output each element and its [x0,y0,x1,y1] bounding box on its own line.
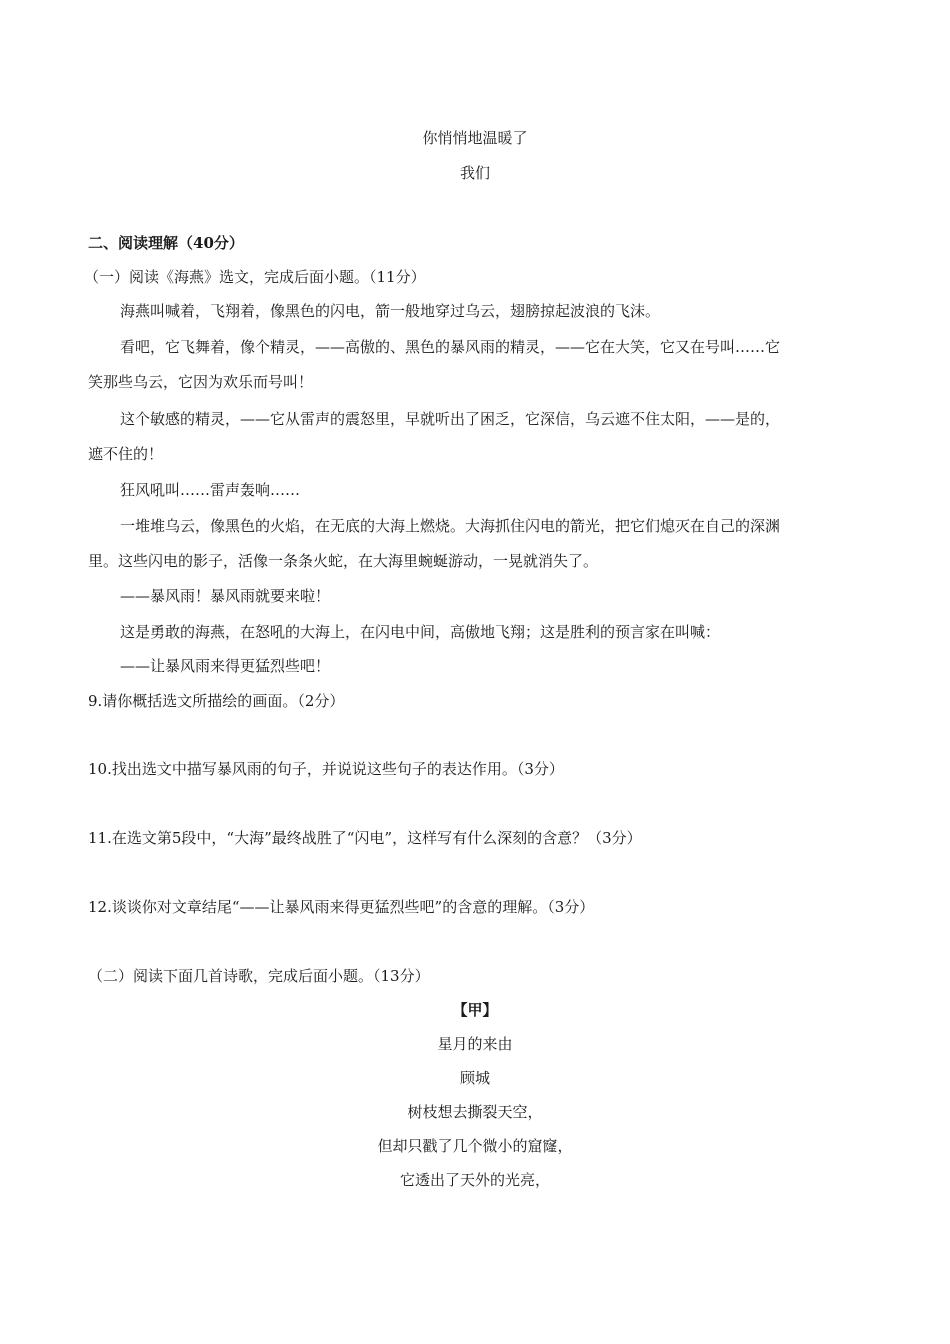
paragraph-6: ——暴风雨！暴风雨就要来啦！ [120,587,331,605]
poem-tail-line-2: 我们 [459,164,490,182]
question-9: 9.请你概括选文所描绘的画面。（2分） [88,692,345,710]
question-10: 10.找出选文中描写暴风雨的句子，并说说这些句子的表达作用。（3分） [88,760,564,778]
paragraph-5-line-2: 里。这些闪电的影子，活像一条条火蛇，在大海里蜿蜒游动，一晃就消失了。 [88,552,599,570]
poem-label: 【甲】 [452,1001,498,1019]
question-12: 12.谈谈你对文章结尾“——让暴风雨来得更猛烈些吧”的含意的理解。（3分） [88,898,595,916]
poem-title: 星月的来由 [437,1035,513,1053]
paragraph-5-line-1: 一堆堆乌云，像黑色的火焰，在无底的大海上燃烧。大海抓住闪电的箭光，把它们熄灭在自己的深渊 [120,517,781,535]
section-heading: 二、阅读理解（40分） [88,234,244,252]
paragraph-3-line-1: 这个敏感的精灵，——它从雷声的震怒里，早就听出了困乏，它深信，乌云遮不住太阳，——是的， [120,410,781,428]
paragraph-8: ——让暴风雨来得更猛烈些吧！ [120,657,331,675]
poem-tail-line-1: 你悄悄地温暖了 [422,129,528,147]
paragraph-4: 狂风吼叫……雷声轰响…… [120,481,301,499]
paragraph-2-line-2: 笑那些乌云，它因为欢乐而号叫！ [88,373,314,391]
poem-line-3: 它透出了天外的光亮， [399,1171,550,1189]
paragraph-3-line-2: 遮不住的！ [88,445,164,463]
question-11: 11.在选文第5段中，“大海”最终战胜了“闪电”，这样写有什么深刻的含意？（3分） [88,829,642,847]
poem-line-2: 但却只戳了几个微小的窟窿， [377,1137,573,1155]
paragraph-1: 海燕叫喊着，飞翔着，像黑色的闪电，箭一般地穿过乌云，翅膀掠起波浪的飞沫。 [120,302,661,320]
paragraph-2-line-1: 看吧，它飞舞着，像个精灵，——高傲的、黑色的暴风雨的精灵，——它在大笑，它又在号叫……它 [120,338,781,356]
part1-intro: （一）阅读《海燕》选文，完成后面小题。（11分） [84,268,426,286]
paragraph-7: 这是勇敢的海燕，在怒吼的大海上，在闪电中间，高傲地飞翔；这是胜利的预言家在叫喊： [120,623,721,641]
poem-author: 顾城 [459,1069,490,1087]
poem-line-1: 树枝想去撕裂天空， [407,1103,543,1121]
part2-intro: （二）阅读下面几首诗歌，完成后面小题。（13分） [88,967,430,985]
